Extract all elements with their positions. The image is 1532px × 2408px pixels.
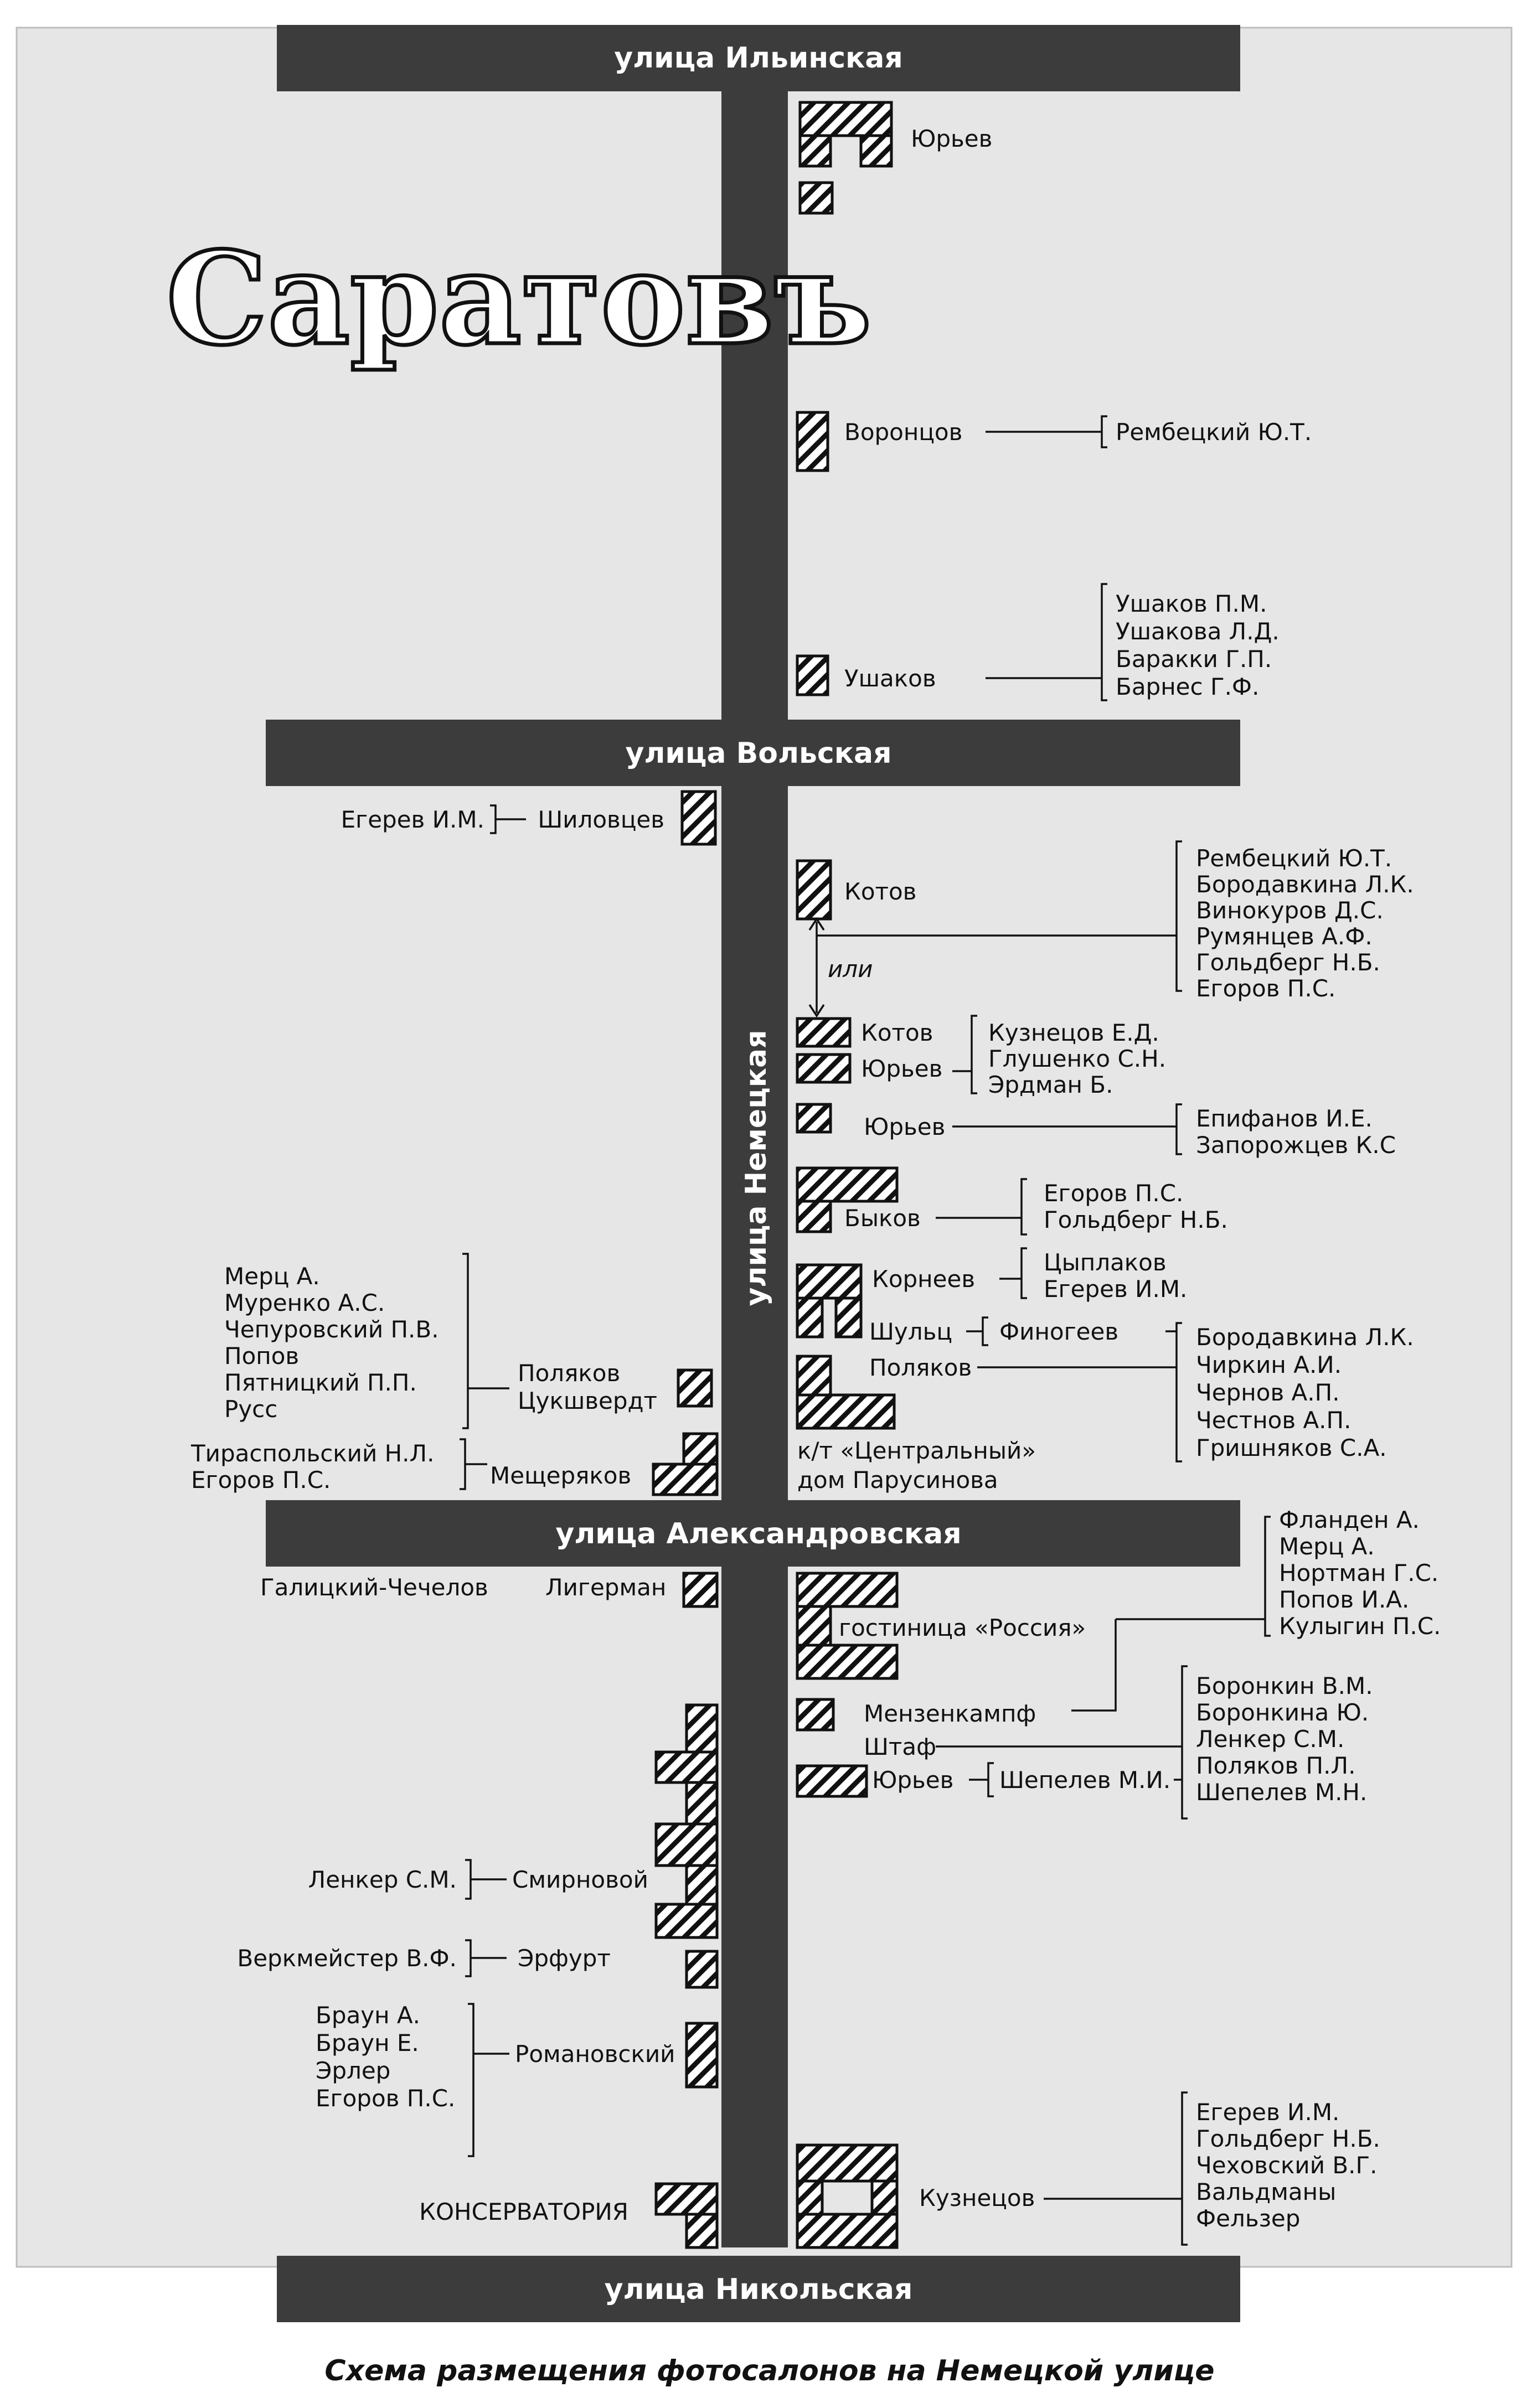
label-lenker: Ленкер С.М. [308,1866,457,1893]
building-hotel-russia-2 [797,1606,831,1645]
building-stack-2 [656,1752,717,1782]
label-kotov-top: Котов [844,878,917,905]
building-stack-3 [687,1782,717,1824]
label-shults: Шульц [869,1318,952,1345]
label-smirnovoy: Смирновой [512,1866,648,1893]
building-small-top [800,183,832,213]
building-smirnovoy-2 [656,1904,717,1937]
building-yuryev-3 [797,1104,831,1132]
list-korneev [1044,1249,1187,1303]
building-kuznetsov-left [797,2181,822,2214]
label-romanovsky: Романовский [515,2040,675,2068]
label-galitsky: Галицкий-Чечелов [260,1574,488,1601]
label-bykov: Быков [844,1205,921,1232]
label-shilovtsev: Шиловцев [538,806,664,833]
label-shtaf: Штаф [864,1733,937,1760]
label-ili: или [828,955,873,983]
list-item: Гольдберг Н.Б. [1044,1206,1228,1233]
list-item: Фланден А. [1279,1506,1420,1533]
list-item: Цыплаков [1044,1249,1167,1276]
building-meshcheryakov-1 [684,1434,717,1464]
list-item: Честнов А.П. [1196,1407,1352,1434]
list-item: Гришняков С.А. [1196,1434,1387,1461]
building-yuryev-top-left [800,136,831,166]
building-kotov [797,861,831,919]
building-kuznetsov-top [797,2145,897,2181]
list-item: Бородавкина Л.К. [1196,871,1414,898]
building-shilovtsev [682,792,715,844]
list-item: Егоров П.С. [1044,1180,1184,1207]
label-menzenkampf: Мензенкампф [864,1700,1036,1727]
list-item: Браун А. [316,2002,420,2029]
list-item: Эрлер [316,2057,391,2084]
label-rembetsky-top: Рембецкий Ю.Т. [1116,418,1312,446]
building-yuryev-2 [797,1055,850,1082]
list-item: Кулыгин П.С. [1279,1613,1441,1640]
building-konservatoriya-2 [687,2214,717,2247]
label-finogeev: Финогеев [999,1318,1119,1345]
street-label-volskaya: улица Вольская [625,737,892,770]
list-ushakov [1116,590,1280,700]
list-item: Винокуров Д.С. [1196,897,1384,924]
building-vorontsov [797,412,828,471]
label-ligerman: Лигерман [545,1574,667,1601]
building-kuznetsov-bottom [797,2214,897,2247]
building-korneev-leg-2 [836,1298,861,1337]
list-item: Вальдманы [1196,2178,1337,2205]
list-item: Румянцев А.Ф. [1196,923,1373,950]
list-item: Епифанов И.Е. [1196,1105,1373,1132]
list-item: Барнес Г.Ф. [1116,673,1260,700]
building-stack-1 [687,1705,717,1752]
label-vorontsov: Воронцов [844,418,963,446]
list-item: Ушакова Л.Д. [1116,618,1280,645]
building-romanovsky [687,2023,717,2087]
building-yuryev-top-right [861,136,891,166]
list-item: Чепуровский П.В. [224,1316,439,1343]
list-item: Мерц А. [1279,1533,1375,1560]
list-item: Егерев И.М. [1196,2099,1340,2126]
list-item: Запорожцев К.С [1196,1131,1396,1159]
street-label-aleksandrovskaya: улица Александровская [555,1517,962,1551]
label-kt-central: к/т «Центральный» [797,1437,1036,1464]
list-item: Боронкина Ю. [1196,1699,1369,1726]
list-item: Баракки Г.П. [1116,645,1272,673]
building-bykov-1 [797,1168,897,1201]
map-caption: Схема размещения фотосалонов на Немецкой улице [324,2354,1215,2388]
list-item: Фельзер [1196,2205,1301,2232]
building-menzenkampf [797,1699,833,1730]
label-yuryev-3: Юрьев [864,1113,946,1140]
building-ligerman [684,1573,717,1606]
list-item: Егоров П.С. [191,1466,331,1494]
list-item: Попов [224,1342,300,1370]
building-erfurt [687,1951,717,1987]
label-hotel-russia: гостиница «Россия» [839,1614,1086,1641]
label-korneev: Корнеев [872,1265,976,1293]
list-item: Чернов А.П. [1196,1379,1340,1406]
list-item: Егоров П.С. [1196,975,1336,1002]
building-konservatoriya-1 [656,2184,717,2214]
list-item: Тираспольский Н.Л. [191,1440,435,1467]
building-polyakov-right-2 [797,1395,894,1428]
building-smirnovoy-1 [687,1866,717,1904]
building-polyakov-right-1 [797,1356,831,1395]
building-korneev [797,1265,861,1298]
label-yuryev-top: Юрьев [911,125,993,152]
label-verkmeister: Веркмейстер В.Ф. [237,1945,457,1972]
building-kotov-2 [797,1019,850,1046]
building-korneev-leg-1 [797,1298,822,1337]
list-item: Русс [224,1396,278,1423]
list-flanden [1279,1506,1441,1640]
list-item: Браун Е. [316,2029,419,2056]
list-item: Рембецкий Ю.Т. [1196,845,1392,872]
list-item: Кузнецов Е.Д. [988,1019,1159,1046]
label-egerev-im: Егерев И.М. [341,806,484,833]
list-item: Глушенко С.Н. [988,1045,1167,1072]
building-yuryev-top [800,102,891,136]
building-bykov-2 [797,1201,831,1232]
label-dom-parusinova: дом Парусинова [797,1466,998,1494]
list-item: Боронкин В.М. [1196,1672,1373,1699]
list-item: Егоров П.С. [316,2085,456,2112]
list-item: Нортман Г.С. [1279,1559,1439,1587]
list-item: Шепелев М.Н. [1196,1779,1368,1806]
label-shepelev-mi: Шепелев М.И. [999,1766,1171,1794]
building-polyakov-left [678,1370,711,1406]
label-kotov-2: Котов [861,1019,933,1046]
label-polyakov-right: Поляков [869,1354,972,1381]
label-yuryev-4: Юрьев [872,1766,954,1794]
list-item: Чиркин А.И. [1196,1351,1342,1378]
label-ushakov: Ушаков [844,665,936,692]
building-meshcheryakov-2 [653,1464,717,1495]
list-item: Ушаков П.М. [1116,590,1267,617]
list-item: Попов И.А. [1279,1586,1410,1613]
street-label-ilyinskaya: улица Ильинская [614,42,903,75]
label-konservatoriya: КОНСЕРВАТОРИЯ [419,2198,628,2225]
list-item: Чеховский В.Г. [1196,2152,1378,2179]
list-item: Эрдман Б. [988,1071,1113,1098]
city-title: Саратовъ [166,224,872,374]
building-kuznetsov-right [872,2181,897,2214]
list-epifanov [1196,1105,1396,1159]
label-tsukshverdt: Цукшвердт [518,1387,658,1414]
list-item: Ленкер С.М. [1196,1725,1345,1753]
label-meshcheryakov: Мещеряков [490,1462,632,1489]
list-item: Поляков П.Л. [1196,1752,1356,1779]
street-label-nikolskaya: улица Никольская [604,2273,913,2306]
label-erfurt: Эрфурт [518,1945,611,1972]
list-item: Гольдберг Н.Б. [1196,2125,1380,2152]
list-item: Бородавкина Л.К. [1196,1324,1414,1351]
street-label-nemetskaya: улица Немецкая [740,1030,773,1306]
list-item: Гольдберг Н.Б. [1196,949,1380,976]
building-yuryev-4 [797,1766,866,1796]
label-polyakov-left: Поляков [518,1360,621,1387]
list-item: Муренко А.С. [224,1289,385,1316]
building-hotel-russia-3 [797,1645,897,1678]
building-stack-4 [656,1824,717,1866]
list-item: Пятницкий П.П. [224,1369,417,1396]
list-item: Егерев И.М. [1044,1275,1188,1303]
label-yuryev-2: Юрьев [861,1055,943,1082]
list-item: Мерц А. [224,1263,320,1290]
label-kuznetsov: Кузнецов [919,2184,1035,2211]
building-ushakov [797,656,828,695]
building-hotel-russia-1 [797,1573,897,1606]
